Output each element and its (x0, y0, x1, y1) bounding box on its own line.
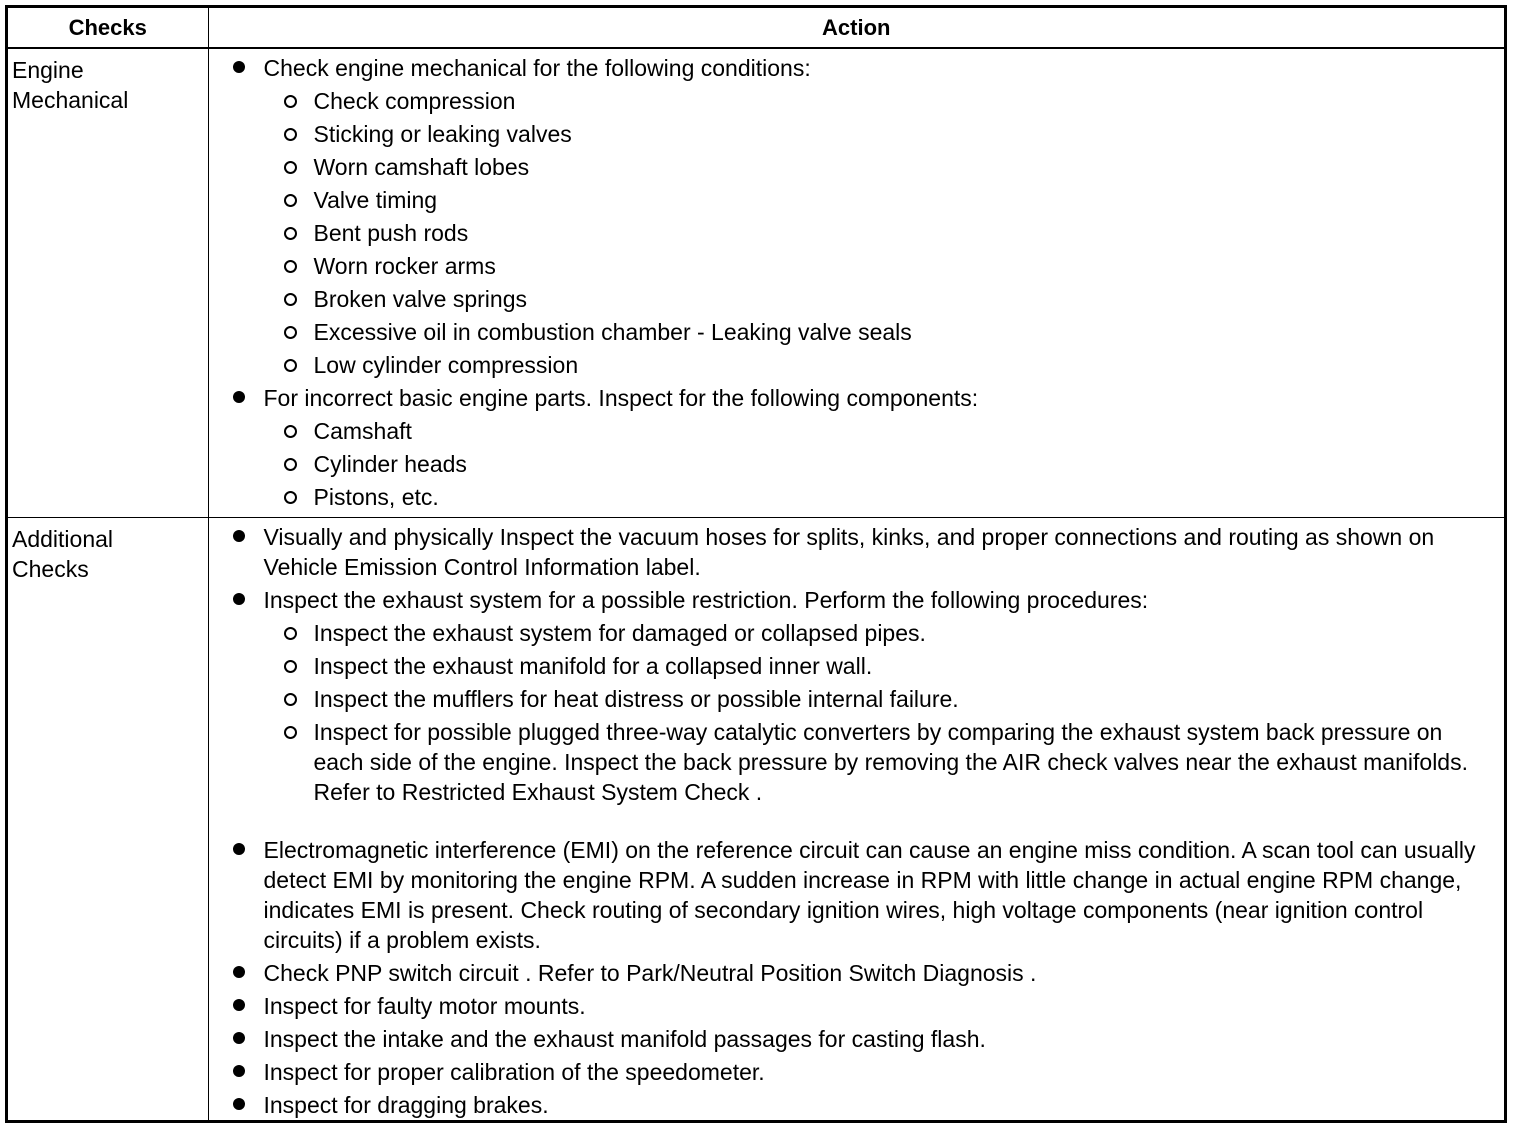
circle-bullet-icon (284, 128, 297, 141)
sub-list-item (264, 152, 1499, 182)
sub-list (264, 618, 1499, 807)
sub-list-item-text: Inspect the exhaust manifold for a collapsed inner wall. (313, 653, 873, 679)
circle-bullet-icon (284, 95, 297, 108)
sub-list-item (264, 284, 1499, 314)
sub-list-item (264, 618, 1499, 648)
list-item-text: For incorrect basic engine parts. Inspect for the following components: (263, 385, 979, 411)
list-item (209, 585, 1505, 832)
sub-list-item-text: Low cylinder compression (313, 352, 579, 378)
circle-bullet-icon (284, 293, 297, 306)
check-label (8, 49, 208, 115)
sub-list (264, 86, 1499, 380)
circle-bullet-icon (284, 194, 297, 207)
sub-list-item (264, 449, 1499, 479)
check-label-line: Engine (12, 57, 84, 83)
list-item (209, 383, 1505, 512)
list-item (209, 1090, 1505, 1120)
list-item-text: Check engine mechanical for the following conditions: (263, 55, 811, 81)
table-row-engine-mechanical (8, 48, 1504, 518)
circle-bullet-icon (284, 458, 297, 471)
sub-list-item-text: Worn rocker arms (313, 253, 496, 279)
check-label-line: Checks (12, 556, 89, 582)
list-item (209, 991, 1505, 1021)
sub-list-item-text: Excessive oil in combustion chamber - Leaking valve seals (313, 319, 912, 345)
sub-list-item-text: Bent push rods (313, 220, 469, 246)
check-label-line: Mechanical (12, 87, 129, 113)
sub-list-item-text: Inspect the exhaust system for damaged or collapsed pipes. (313, 620, 926, 646)
circle-bullet-icon (284, 627, 297, 640)
list-item (209, 835, 1505, 955)
diagnostic-table (8, 8, 1504, 1123)
circle-bullet-icon (284, 660, 297, 673)
checks-cell (8, 518, 208, 1124)
list-item (209, 522, 1505, 582)
bullet-icon (233, 593, 245, 605)
list-item (209, 958, 1505, 988)
bullet-icon (233, 530, 245, 542)
sub-list-item-text: Camshaft (313, 418, 412, 444)
action-list (209, 522, 1505, 1120)
action-list (209, 53, 1505, 512)
list-item (209, 1057, 1505, 1087)
sub-list-item-text: Valve timing (313, 187, 438, 213)
header-row (8, 8, 1504, 48)
sub-list-item-text: Inspect for possible plugged three-way catalytic converters by comparing the exhaust system back pressure on each side of the engine. Inspect the back pressure by removing the AIR check valves near the exhaust manifolds. Refer to Restricted Exhaust System Check . (313, 719, 1468, 805)
sub-list-item-text: Sticking or leaking valves (313, 121, 572, 147)
sub-list-item (264, 416, 1499, 446)
sub-list-item-text: Worn camshaft lobes (313, 154, 530, 180)
circle-bullet-icon (284, 693, 297, 706)
sub-list-item (264, 185, 1499, 215)
bullet-icon (233, 1098, 245, 1110)
list-item-text: Inspect the intake and the exhaust manifold passages for casting flash. (263, 1026, 986, 1052)
action-cell (208, 518, 1504, 1124)
sub-list-item (264, 482, 1499, 512)
sub-list-item (264, 317, 1499, 347)
header-action: Action (208, 8, 1504, 48)
bullet-icon (233, 1065, 245, 1077)
list-item-text: Electromagnetic interference (EMI) on the reference circuit can cause an engine miss condition. A scan tool can usually detect EMI by monitoring the engine RPM. A sudden increase in RPM with little change in actual engine RPM change, indicates EMI is present. Check routing of secondary ignition wires, high voltage components (near ignition control circuits) if a problem exists. (263, 837, 1476, 953)
sub-list-item-text: Broken valve springs (313, 286, 527, 312)
sub-list (264, 416, 1499, 512)
bullet-icon (233, 61, 245, 73)
sub-list-item (264, 350, 1499, 380)
list-item-text: Check PNP switch circuit . Refer to Park/Neutral Position Switch Diagnosis . (263, 960, 1037, 986)
sub-list-item-text: Check compression (313, 88, 516, 114)
sub-list-item-text: Inspect the mufflers for heat distress or possible internal failure. (313, 686, 959, 712)
checks-cell (8, 48, 208, 518)
sub-list-item (264, 684, 1499, 714)
circle-bullet-icon (284, 491, 297, 504)
circle-bullet-icon (284, 425, 297, 438)
list-item-text: Inspect for faulty motor mounts. (263, 993, 586, 1019)
circle-bullet-icon (284, 161, 297, 174)
sub-list-item-text: Pistons, etc. (313, 484, 439, 510)
check-label (8, 518, 208, 584)
list-item-text: Inspect the exhaust system for a possible restriction. Perform the following procedures: (263, 587, 1149, 613)
circle-bullet-icon (284, 260, 297, 273)
table-row-additional-checks (8, 518, 1504, 1124)
list-item-text: Inspect for dragging brakes. (263, 1092, 549, 1118)
list-item-text: Inspect for proper calibration of the speedometer. (263, 1059, 765, 1085)
sub-list-item (264, 218, 1499, 248)
circle-bullet-icon (284, 326, 297, 339)
sub-list-item (264, 86, 1499, 116)
circle-bullet-icon (284, 359, 297, 372)
sub-list-item (264, 119, 1499, 149)
bullet-icon (233, 999, 245, 1011)
list-item-text: Visually and physically Inspect the vacuum hoses for splits, kinks, and proper connections and routing as shown on Vehicle Emission Control Information label. (263, 524, 1435, 580)
sub-list-item-text: Cylinder heads (313, 451, 467, 477)
bullet-icon (233, 1032, 245, 1044)
sub-list-item (264, 717, 1499, 807)
list-item (209, 1024, 1505, 1054)
circle-bullet-icon (284, 726, 297, 739)
header-checks: Checks (8, 8, 208, 48)
circle-bullet-icon (284, 227, 297, 240)
diagnostic-table-frame (5, 5, 1507, 1123)
action-cell (208, 48, 1504, 518)
list-item (209, 53, 1505, 380)
bullet-icon (233, 391, 245, 403)
sub-list-item (264, 651, 1499, 681)
bullet-icon (233, 843, 245, 855)
bullet-icon (233, 966, 245, 978)
sub-list-item (264, 251, 1499, 281)
check-label-line: Additional (12, 526, 114, 552)
